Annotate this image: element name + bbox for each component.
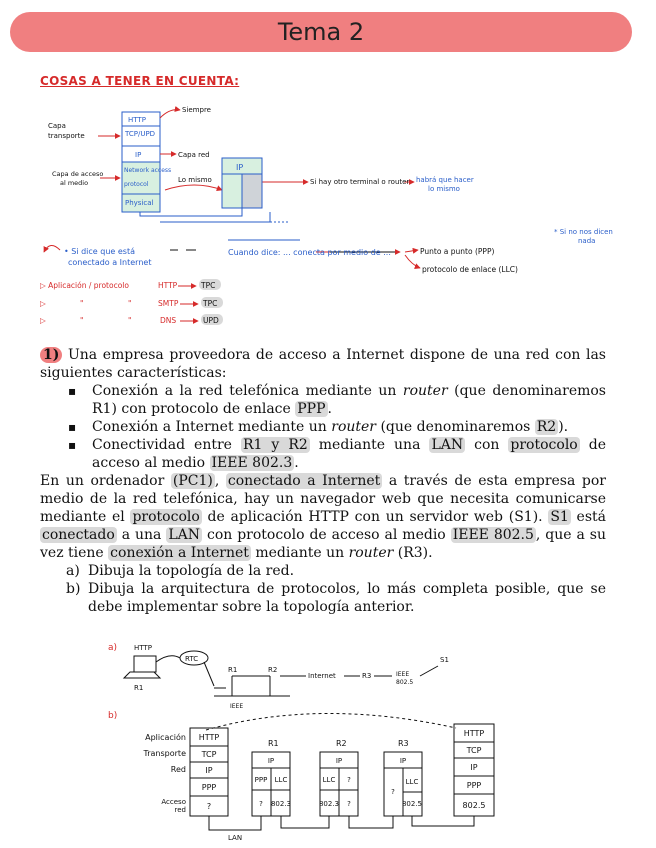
- svg-text:LLC: LLC: [322, 776, 336, 784]
- svg-text:?: ?: [391, 788, 395, 796]
- svg-text:802.3: 802.3: [318, 800, 340, 808]
- task-item: b) Dibuja la arquitectura de protocolos, lo más completa posible, que se debe implementar sobre la topología anterior.: [66, 581, 606, 615]
- svg-text:802.5: 802.5: [396, 679, 414, 686]
- annot-si-hay-otro: Si hay otro terminal o router: [310, 178, 410, 186]
- problem-tasks: [40, 562, 606, 616]
- svg-text:LAN: LAN: [228, 834, 243, 842]
- svg-text:Capa de acceso: Capa de acceso: [52, 170, 104, 178]
- svg-text:HTTP: HTTP: [134, 644, 152, 652]
- svg-text:": ": [128, 299, 132, 308]
- stack-http: HTTP: [128, 116, 146, 124]
- protocol-rows: [40, 279, 223, 325]
- annot-capa-red: Capa red: [178, 151, 210, 159]
- svg-text:LLC: LLC: [274, 776, 288, 784]
- annot-lo-mismo: Lo mismo: [178, 176, 212, 184]
- svg-text:": ": [80, 299, 84, 308]
- annot-ppp: Punto a punto (PPP): [420, 247, 495, 256]
- bullet-item: ▪ Conectividad entre R1 y R2 mediante una LAN con protocolo de acceso al medio IEEE 802.3 .: [92, 436, 606, 472]
- svg-text:Internet: Internet: [308, 672, 336, 680]
- problem-paragraph: En un ordenador (PC1) , conectado a Internet a través de esta empresa por medio de la red telefónica, hay un navegador web que necesita comunicarse mediante el protocolo de aplicación HTTP con un servidor web (S1). S1 está conectado a una LAN con protocolo de acceso al medio IEEE 802.5 , que a su vez tiene conexión a Internet mediante un router (R3).: [40, 473, 607, 561]
- router-stack: [222, 158, 262, 208]
- stack-tcp: TCP/UPD: [125, 130, 156, 138]
- svg-text:?: ?: [347, 800, 351, 808]
- annot-si-dice: • Si dice que está: [64, 247, 136, 256]
- svg-text:802.3: 802.3: [270, 800, 292, 808]
- svg-text:Acceso: Acceso: [161, 798, 186, 806]
- svg-text:IP: IP: [470, 763, 478, 772]
- annot-siempre: Siempre: [182, 106, 211, 114]
- svg-text:Aplicación: Aplicación: [145, 733, 186, 742]
- svg-text:802.5: 802.5: [462, 801, 486, 810]
- notes-diagram: [0, 90, 656, 340]
- svg-text:conectado a Internet: conectado a Internet: [68, 258, 152, 267]
- svg-text:PPP: PPP: [254, 776, 268, 784]
- svg-text:R1: R1: [228, 666, 238, 674]
- svg-text:al medio: al medio: [60, 179, 89, 187]
- task-item: a) Dibuja la topología de la red.: [66, 563, 295, 579]
- svg-text:R1: R1: [134, 684, 144, 692]
- svg-text:nada: nada: [578, 237, 596, 245]
- svg-text:": ": [80, 316, 84, 325]
- svg-text:TPC: TPC: [201, 281, 216, 290]
- svg-text:lo mismo: lo mismo: [428, 185, 460, 193]
- svg-text:TCP: TCP: [466, 746, 482, 755]
- svg-text:": ": [128, 316, 132, 325]
- notes-heading: COSAS A TENER EN CUENTA:: [40, 74, 240, 88]
- svg-text:802.5: 802.5: [401, 800, 423, 808]
- svg-text:red: red: [174, 806, 186, 814]
- svg-text:transporte: transporte: [48, 132, 85, 140]
- bullet-item: ▪ Conexión a Internet mediante un router (que denominaremos R2 ).: [92, 418, 606, 436]
- svg-text:?: ?: [206, 802, 212, 811]
- svg-text:?: ?: [259, 800, 263, 808]
- svg-text:PPP: PPP: [466, 781, 482, 790]
- svg-text:IEEE: IEEE: [230, 703, 244, 710]
- svg-text:?: ?: [347, 776, 351, 784]
- svg-text:R2: R2: [336, 739, 347, 748]
- svg-text:▷: ▷: [40, 299, 46, 308]
- svg-text:SMTP: SMTP: [158, 299, 179, 308]
- svg-text:DNS: DNS: [160, 316, 177, 325]
- svg-text:IP: IP: [236, 163, 244, 172]
- annot-cuando-dice: Cuando dice: ... conecta por medio de ...: [228, 248, 391, 257]
- svg-text:TPC: TPC: [203, 299, 218, 308]
- stack-ip: IP: [135, 151, 142, 159]
- svg-text:LLC: LLC: [405, 778, 419, 786]
- svg-text:TCP: TCP: [201, 750, 217, 759]
- protocol-stack: [122, 112, 171, 212]
- annot-llc: protocolo de enlace (LLC): [422, 265, 518, 274]
- svg-text:PPP: PPP: [201, 783, 217, 792]
- stack-network: Network access: [124, 167, 172, 174]
- svg-text:S1: S1: [440, 656, 449, 664]
- svg-text:IP: IP: [335, 757, 343, 765]
- svg-text:HTTP: HTTP: [158, 281, 178, 290]
- svg-text:▷ Aplicación / protocolo: ▷ Aplicación / protocolo: [40, 281, 129, 290]
- title-banner: [10, 12, 632, 52]
- svg-text:protocol: protocol: [124, 181, 149, 188]
- svg-text:RTC: RTC: [185, 655, 199, 663]
- answer-b-label: b): [108, 711, 118, 721]
- page-title: Tema 2: [277, 18, 365, 46]
- svg-text:Transporte: Transporte: [143, 749, 186, 758]
- svg-text:R3: R3: [398, 739, 409, 748]
- annot-no-dicen: * Si no nos dicen: [554, 228, 613, 236]
- problem-number: 1): [40, 347, 62, 363]
- svg-text:habrá que hacer: habrá que hacer: [416, 176, 474, 184]
- svg-text:HTTP: HTTP: [198, 733, 220, 742]
- svg-text:R2: R2: [268, 666, 278, 674]
- svg-text:Red: Red: [170, 765, 186, 774]
- annot-capa-transporte: Capa: [48, 122, 66, 130]
- svg-text:R1: R1: [268, 739, 279, 748]
- svg-text:IP: IP: [267, 757, 275, 765]
- problem-text: [40, 346, 606, 616]
- stack-physical: Physical: [125, 199, 154, 207]
- svg-text:▷: ▷: [40, 316, 46, 325]
- bullet-item: ▪ Conexión a la red telefónica mediante un router (que denominaremos R1) con protocolo de enlace PPP .: [92, 382, 606, 418]
- answer-diagram: [0, 636, 656, 848]
- problem-intro: 1) Una empresa proveedora de acceso a Internet dispone de una red con las siguientes características:: [40, 347, 606, 381]
- svg-text:HTTP: HTTP: [463, 729, 485, 738]
- answer-a-label: a): [108, 643, 118, 653]
- problem-bullets: [40, 382, 606, 472]
- svg-text:IP: IP: [399, 757, 407, 765]
- svg-text:IEEE: IEEE: [396, 671, 410, 678]
- svg-text:R3: R3: [362, 672, 372, 680]
- svg-text:IP: IP: [205, 766, 213, 775]
- svg-text:UPD: UPD: [203, 316, 219, 325]
